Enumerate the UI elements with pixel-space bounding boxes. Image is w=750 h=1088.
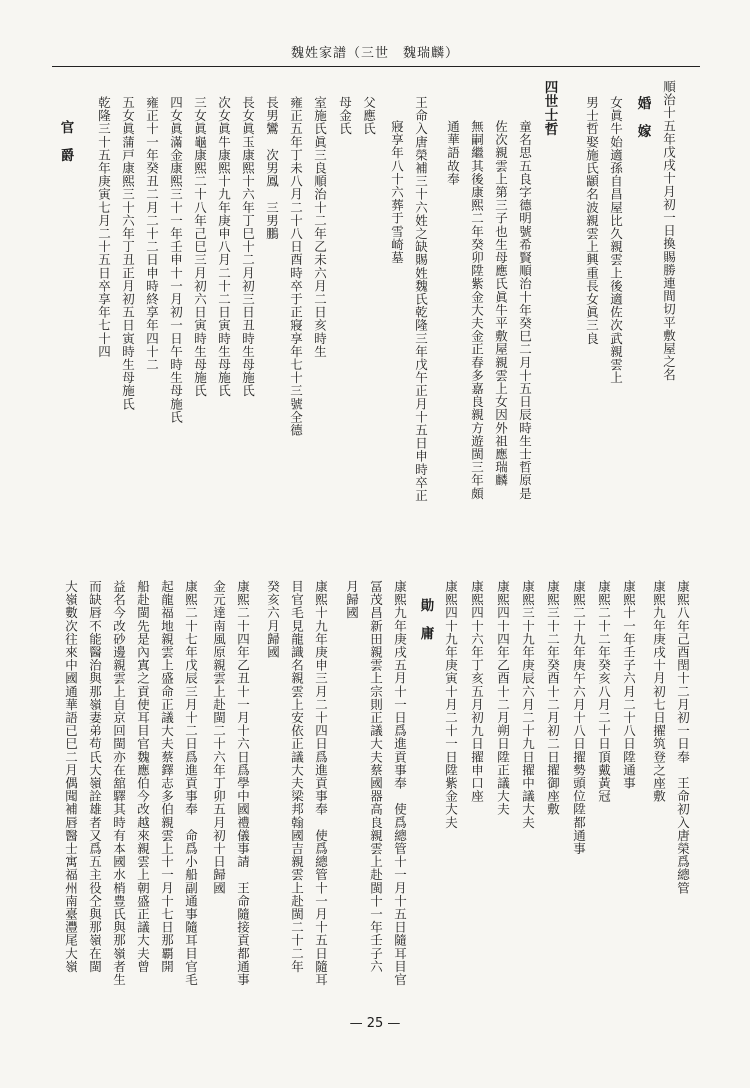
text-column: 康熙八年己酉閏十二月初一日奉 王命初入唐榮爲總管: [675, 580, 691, 895]
text-column: 佐次親雲上第三子也生母應氏眞牛平敷屋親雲上女因外祖應瑞麟: [493, 120, 509, 487]
text-column: 大嶺數次往來中國通華語已巳二月偶聞補唇醫士寓福州南臺灃尾大嶺: [63, 580, 79, 973]
text-column: 男士哲娶施氏顓名波親雲上興重長女眞三良: [584, 96, 600, 345]
text-column: 起龍福地親雲上盛命正議大夫蔡鐸志多伯親雲上十一月十七日那覇開: [159, 580, 175, 973]
text-column: 父應氏: [361, 96, 377, 136]
text-column: 母金氏: [337, 96, 353, 136]
text-column: 癸亥六月歸國: [265, 580, 281, 659]
text-column: 長男鸞 次男鳳 三男鵬: [264, 96, 280, 241]
text-column: 康熙二十二年癸亥八月二十日頂戴黃冠: [596, 580, 612, 803]
section-heading-ranks: 官 爵: [57, 120, 74, 163]
text-column: 四女眞滿金康熙三十一年壬申十一月初一日午時生母施氏: [168, 96, 184, 424]
text-column: 長女眞玉康熙十六年丁巳十二月初三日丑時生母施氏: [240, 96, 256, 398]
text-column: 船赴閩先是內寘之貢使耳目官魏應伯今改越來親雲上朝盛正議大夫曾: [135, 580, 151, 973]
page-header: 魏姓家譜（三世 魏瑞麟）: [290, 46, 459, 61]
text-column: 女眞牛始適孫自昌屋比久親雲上後適佐次武親雲上: [608, 96, 624, 385]
text-column: 金元達南風原親雲上赴閩二十六年丁卯五月初十日歸國: [211, 580, 227, 895]
text-column: 康熙九年庚戌五月十一日爲進貢事奉 使爲總管十一月十五日隨耳目官: [392, 580, 408, 987]
section-heading-merit: 勛 庸: [417, 598, 434, 641]
text-column: 無嗣繼其後康熙二年癸卯陞紫金大夫金正春多嘉良親方遊閩三年頗: [469, 120, 485, 500]
page-number: — 25 —: [349, 1016, 401, 1031]
text-column: 康熙四十九年庚寅十月二十一日陞紫金大夫: [443, 580, 459, 829]
text-column: 室施氏眞三良順治十二年乙未六月二日亥時生: [312, 96, 328, 358]
header-divider: [52, 66, 700, 67]
text-column: 康熙四十六年丁亥五月初九日擢申口座: [469, 580, 485, 803]
text-column: 康熙二十七年戊辰三月十二日爲進貢事奉 命爲小船副通事隨耳目官毛: [183, 580, 199, 987]
section-heading-marriage: 婚 嫁: [634, 96, 651, 139]
text-column: 次女眞牛康熙十九年庚申八月二十二日寅時生母施氏: [216, 96, 232, 398]
text-column: 康熙二十四年乙丑十一月十六日爲學中國禮儀事請 王命隨接貢都通事: [235, 580, 251, 987]
generation-heading-shizhe: 四世士哲: [541, 80, 558, 137]
text-column: 康熙三十二年癸酉十二月初二日擢御座敷: [545, 580, 561, 816]
text-column: 康熙十一年壬子六月二十八日陞通事: [621, 580, 637, 790]
text-column: 目官毛見龍識名親雲上安依正議大夫梁邦翰國吉親雲上赴閩二十二年: [289, 580, 305, 973]
text-column: 康熙三十九年庚辰六月二十九日擢中議大夫: [520, 580, 536, 829]
text-column: 王命入唐榮補三十六姓之缺賜姓魏氏乾隆三年戊午正月十五日申時卒正: [413, 96, 429, 503]
text-column: 乾隆三十五年庚寅七月二十五日卒享年七十四: [96, 96, 112, 358]
text-column: 五女眞蒲戸康熙三十六年丁丑正月初五日寅時生母施氏: [120, 96, 136, 411]
text-column: 康熙四十四年乙酉十二月朔日陞正議大夫: [495, 580, 511, 816]
text-column: 雍正十一年癸丑二月二十二日申時終享年四十二: [144, 96, 160, 372]
text-column: 冨茂昌新田親雲上宗則正議大夫蔡國器高良親雲上赴閩十一年壬子六: [368, 580, 384, 973]
text-column: 康熙二十九年庚午六月十八日擢勢頭位陞都通事: [571, 580, 587, 856]
text-column: 順治十五年戊戌十月初一日換賜勝連間切平敷屋之名: [661, 80, 677, 382]
text-column: 通華語故奉: [445, 120, 461, 186]
text-column: 童名思五良字德明號希賢順治十年癸巳二月十五日辰時生士哲原是: [517, 120, 533, 500]
text-column: 月歸國: [344, 580, 360, 620]
text-column: 康熙十九年庚申三月二十四日爲進貢事奉 使爲總管十一月十五日隨耳: [313, 580, 329, 987]
text-column: 寢享年八十六葬于雪崎墓: [389, 120, 405, 265]
text-column: 雍正五年丁未八月二十八日酉時卒于正寢享年七十三號全德: [288, 96, 304, 437]
text-column: 益名今改砂邊親雲上自京回閩亦在舘驛其時有本國水梢豊氏與那嶺者生: [111, 580, 127, 987]
text-column: 三女眞龜康熙二十八年己巳三月初六日寅時生母施氏: [192, 96, 208, 398]
text-column: 康熙九年庚戌十月初七日擢筑登之座敷: [651, 580, 667, 803]
text-column: 而缺唇不能醫治與那嶺妻弟苟氏大嶺詮雄者又爲五主役仝與那嶺在閩: [87, 580, 103, 973]
